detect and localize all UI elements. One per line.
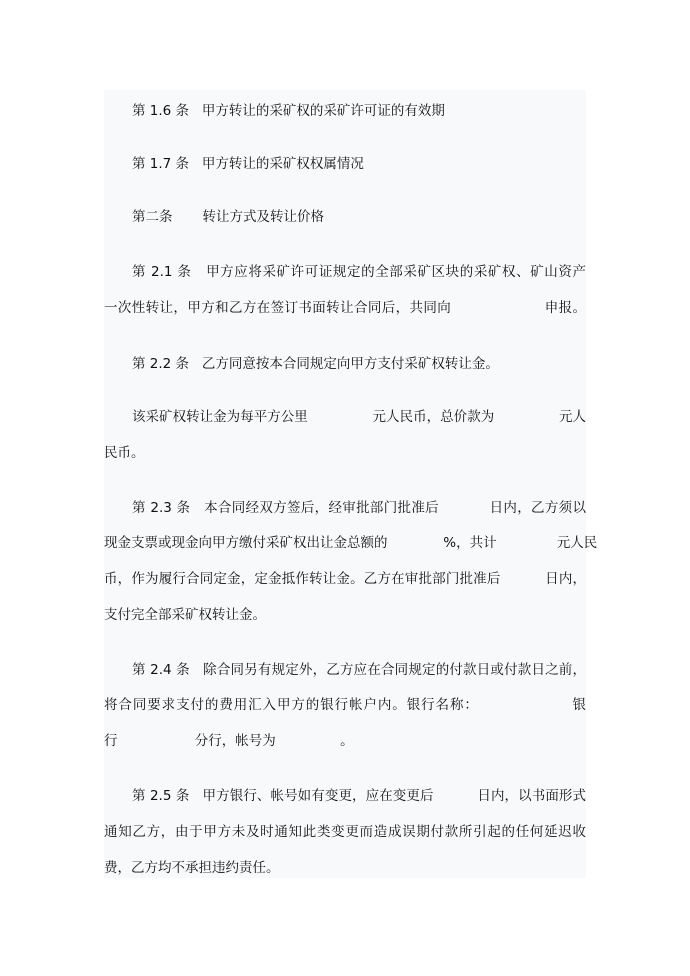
article-2-3-line-4: 支付完全部采矿权转让金。: [104, 607, 266, 623]
article-2-1-line-2: 一次性转让，甲方和乙方在签订书面转让合同后，共同向 申报。: [104, 300, 586, 316]
article-1-6: 第 1.6 条 甲方转让的采矿权的采矿许可证的有效期: [132, 103, 445, 119]
article-2-2-price-line-1: 该采矿权转让金为每平方公里 元人民币，总价款为 元人: [132, 409, 586, 425]
article-2-4-line-1: 第 2.4 条 除合同另有规定外，乙方应在合同规定的付款日或付款日之前，: [132, 662, 586, 678]
article-2-4-line-2: 将合同要求支付的费用汇入甲方的银行帐户内。银行名称： 银: [104, 697, 586, 713]
article-2-2: 第 2.2 条 乙方同意按本合同规定向甲方支付采矿权转让金。: [132, 356, 499, 372]
article-2-3-line-3: 币，作为履行合同定金，定金抵作转让金。乙方在审批部门批准后 日内，: [104, 571, 586, 587]
article-2-1-line-1: 第 2.1 条 甲方应将采矿许可证规定的全部采矿区块的采矿权、矿山资产: [132, 264, 586, 280]
article-2-heading: 第二条 转让方式及转让价格: [132, 209, 325, 225]
article-2-5-line-2: 通知乙方，由于甲方未及时通知此类变更而造成误期付款所引起的任何延迟收: [104, 824, 586, 840]
article-2-3-line-2: 现金支票或现金向甲方缴付采矿权出让金总额的 %，共计 元人民: [104, 535, 598, 551]
article-2-3-line-1: 第 2.3 条 本合同经双方签后，经审批部门批准后 日内，乙方须以: [132, 500, 586, 516]
article-2-4-line-3: 行 分行，帐号为 。: [104, 733, 354, 749]
article-2-5-line-1: 第 2.5 条 甲方银行、帐号如有变更，应在变更后 日内，以书面形式: [132, 788, 586, 804]
article-2-2-price-line-2: 民币。: [104, 445, 145, 461]
article-1-7: 第 1.7 条 甲方转让的采矿权权属情况: [132, 156, 364, 172]
article-2-5-line-3: 费，乙方均不承担违约责任。: [104, 860, 280, 876]
